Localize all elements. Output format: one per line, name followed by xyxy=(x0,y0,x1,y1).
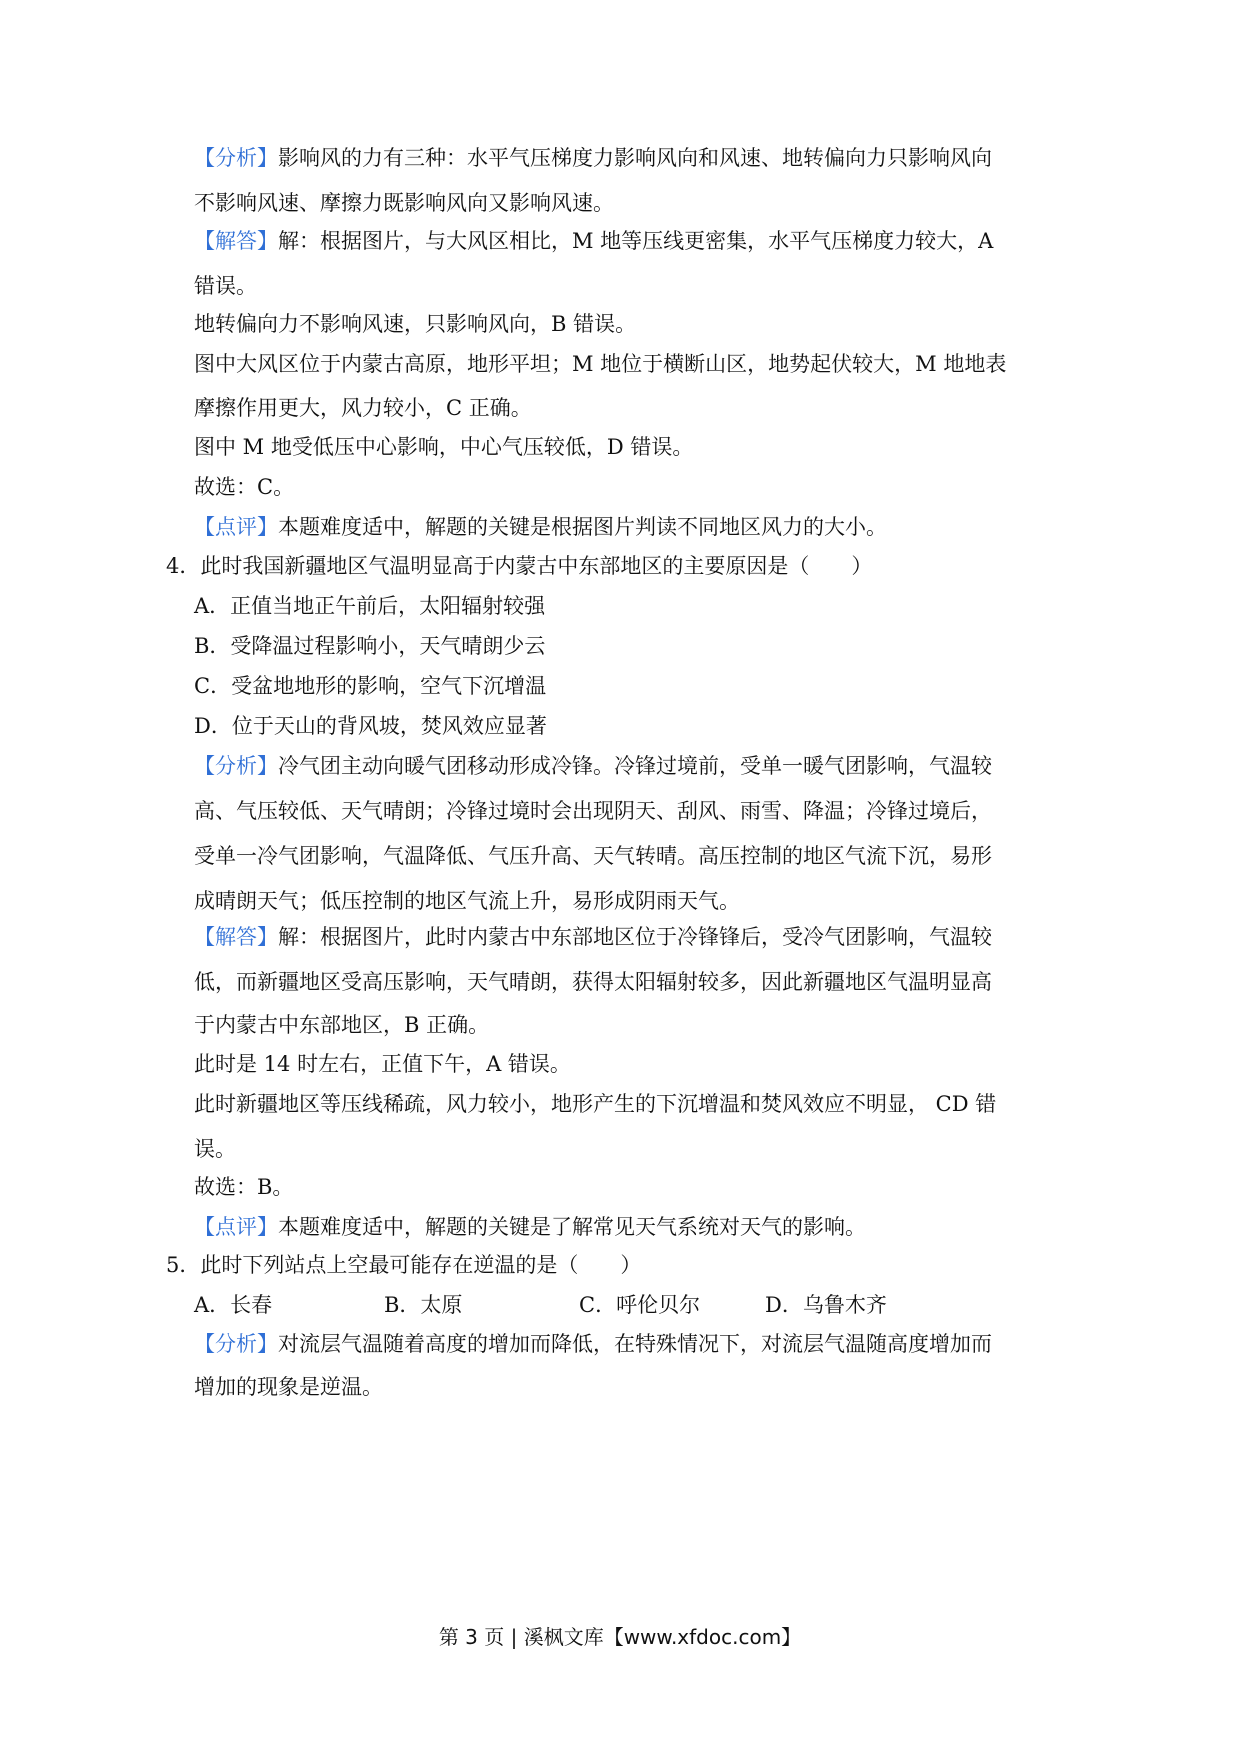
q4-answer-line-5: 此时新疆地区等压线稀疏，风力较小，地形产生的下沉增温和焚风效应不明显， CD 错 xyxy=(194,1092,997,1116)
q4-analysis-line-4: 成晴朗天气；低压控制的地区气流上升，易形成阴雨天气。 xyxy=(194,889,740,913)
q4-stem: 4．此时我国新疆地区气温明显高于内蒙古中东部地区的主要原因是（ ） xyxy=(166,554,873,578)
q3-comment-line: 【点评】本题难度适中，解题的关键是根据图片判读不同地区风力的大小。 xyxy=(194,515,887,539)
q3-answer-line-6: 图中 M 地受低压中心影响，中心气压较低，D 错误。 xyxy=(194,435,694,459)
q4-comment-line: 【点评】本题难度适中，解题的关键是了解常见天气系统对天气的影响。 xyxy=(194,1215,866,1239)
q3-answer-line-1: 【解答】解：根据图片，与大风区相比，M 地等压线更密集，水平气压梯度力较大，A xyxy=(194,229,994,253)
q3-answer-line-2: 错误。 xyxy=(194,274,257,298)
q3-answer-line-4: 图中大风区位于内蒙古高原，地形平坦；M 地位于横断山区，地势起伏较大，M 地地表 xyxy=(194,352,1007,376)
q3-answer-line-3: 地转偏向力不影响风速，只影响风向，B 错误。 xyxy=(194,312,637,336)
q4-option-b: B．受降温过程影响小，天气晴朗少云 xyxy=(194,634,546,658)
q4-analysis-line-2: 高、气压较低、天气晴朗；冷锋过境时会出现阴天、刮风、雨雪、降温；冷锋过境后， xyxy=(194,799,992,823)
q5-option-b: B．太原 xyxy=(384,1293,463,1317)
q4-answer-line-2: 低，而新疆地区受高压影响，天气晴朗，获得太阳辐射较多，因此新疆地区气温明显高 xyxy=(194,970,992,994)
q4-option-d: D．位于天山的背风坡，焚风效应显著 xyxy=(194,714,547,738)
q3-analysis-line-1: 【分析】影响风的力有三种：水平气压梯度力影响风向和风速、地转偏向力只影响风向 xyxy=(194,146,992,170)
q5-options-row xyxy=(194,1290,887,1320)
q5-option-c: C．呼伦贝尔 xyxy=(579,1293,701,1317)
q4-answer-line-7: 故选：B。 xyxy=(194,1175,294,1199)
q3-answer-line-7: 故选：C。 xyxy=(194,475,295,499)
q4-answer-line-6: 误。 xyxy=(194,1137,236,1161)
analysis-tag: 【分析】 xyxy=(194,754,278,778)
q4-option-a: A．正值当地正午前后，太阳辐射较强 xyxy=(194,594,546,618)
q5-analysis-line-1: 【分析】对流层气温随着高度的增加而降低，在特殊情况下，对流层气温随高度增加而 xyxy=(194,1332,992,1356)
comment-tag: 【点评】 xyxy=(194,515,278,539)
answer-tag: 【解答】 xyxy=(194,229,278,253)
q4-option-c: C．受盆地地形的影响，空气下沉增温 xyxy=(194,674,547,698)
comment-tag: 【点评】 xyxy=(194,1215,278,1239)
q4-analysis-line-3: 受单一冷气团影响，气温降低、气压升高、天气转晴。高压控制的地区气流下沉，易形 xyxy=(194,844,992,868)
q4-analysis-line-1: 【分析】冷气团主动向暖气团移动形成冷锋。冷锋过境前，受单一暖气团影响，气温较 xyxy=(194,754,992,778)
q3-answer-line-5: 摩擦作用更大，风力较小，C 正确。 xyxy=(194,396,532,420)
q5-analysis-line-2: 增加的现象是逆温。 xyxy=(194,1375,383,1399)
q4-answer-line-3: 于内蒙古中东部地区，B 正确。 xyxy=(194,1013,490,1037)
q3-analysis-line-2: 不影响风速、摩擦力既影响风向又影响风速。 xyxy=(194,191,614,215)
q5-stem: 5．此时下列站点上空最可能存在逆温的是（ ） xyxy=(166,1253,642,1277)
q4-answer-line-4: 此时是 14 时左右，正值下午，A 错误。 xyxy=(194,1052,571,1076)
page-footer: 第 3 页 | 溪枫文库【www.xfdoc.com】 xyxy=(438,1625,802,1649)
q4-answer-line-1: 【解答】解：根据图片，此时内蒙古中东部地区位于冷锋锋后，受冷气团影响，气温较 xyxy=(194,925,992,949)
q5-option-d: D．乌鲁木齐 xyxy=(765,1293,887,1317)
analysis-tag: 【分析】 xyxy=(194,146,278,170)
analysis-tag: 【分析】 xyxy=(194,1332,278,1356)
q5-option-a: A．长春 xyxy=(194,1293,273,1317)
answer-tag: 【解答】 xyxy=(194,925,278,949)
